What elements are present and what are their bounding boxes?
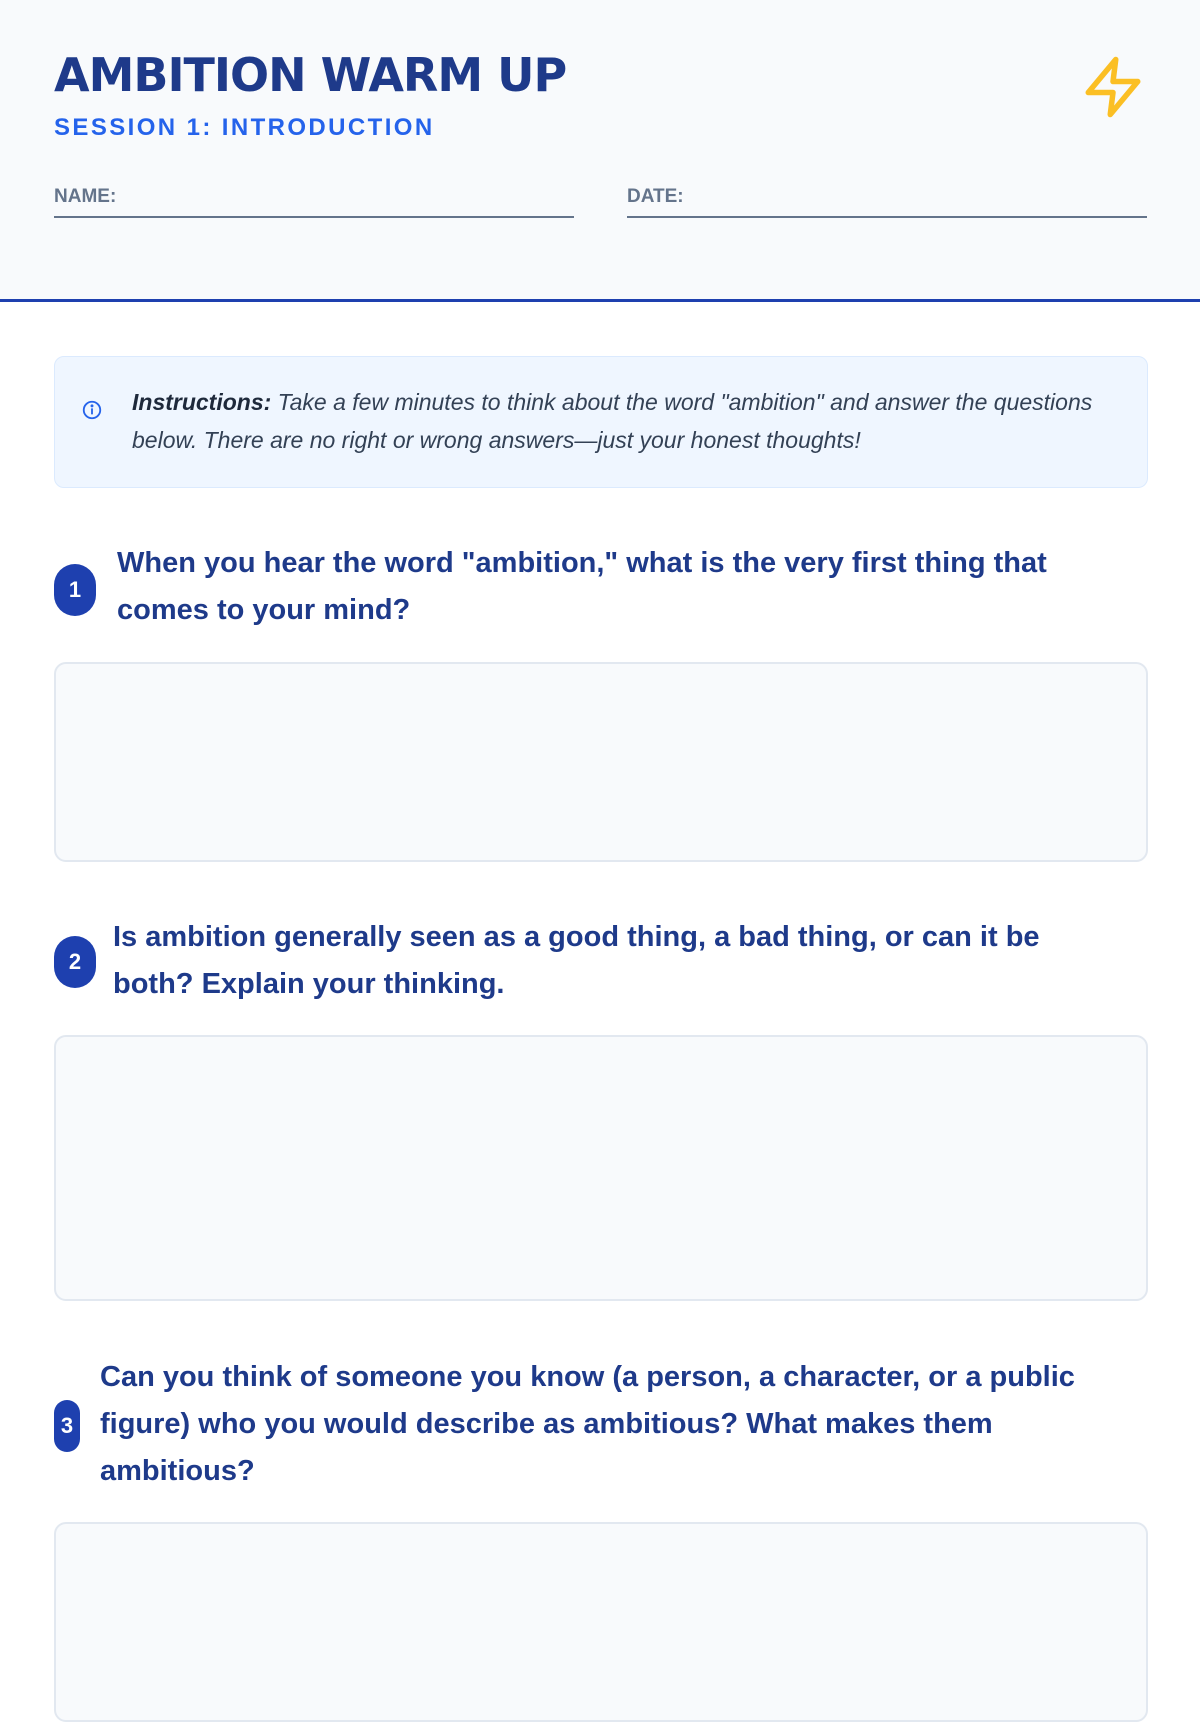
instructions-body: Take a few minutes to think about the word "ambition" and answer the questions below. There are no right or wrong answers—just your honest thoughts! (132, 389, 1093, 453)
answer-box-2[interactable] (54, 1035, 1148, 1301)
question-text: Can you think of someone you know (a person, a character, or a public figure) who you would describe as ambitious? What makes them ambitious? (100, 1361, 1075, 1487)
lightning-bolt-icon (1080, 54, 1146, 120)
info-icon (81, 399, 103, 421)
instructions-lead: Instructions: (132, 389, 272, 415)
question-number-badge: 2 (54, 936, 96, 988)
question-number-badge: 3 (54, 1400, 80, 1452)
date-field[interactable] (627, 184, 1147, 218)
question-2 (54, 914, 1148, 1004)
name-label: NAME: (54, 186, 117, 207)
answer-box-3[interactable] (54, 1522, 1148, 1722)
date-label: DATE: (627, 186, 684, 207)
instructions-text (132, 383, 1122, 459)
name-field[interactable] (54, 184, 574, 218)
question-number-badge: 1 (54, 564, 96, 616)
worksheet-header (0, 0, 1200, 302)
question-3 (54, 1354, 1148, 1494)
question-1 (54, 540, 1148, 630)
question-text: Is ambition generally seen as a good thing, a bad thing, or can it be both? Explain your thinking. (113, 921, 1040, 1000)
page-title: AMBITION WARM UP (54, 48, 567, 102)
answer-box-1[interactable] (54, 662, 1148, 862)
session-subtitle: SESSION 1: INTRODUCTION (54, 114, 435, 141)
question-text: When you hear the word "ambition," what is the very first thing that comes to your mind? (117, 547, 1047, 626)
instructions-box (54, 356, 1148, 488)
